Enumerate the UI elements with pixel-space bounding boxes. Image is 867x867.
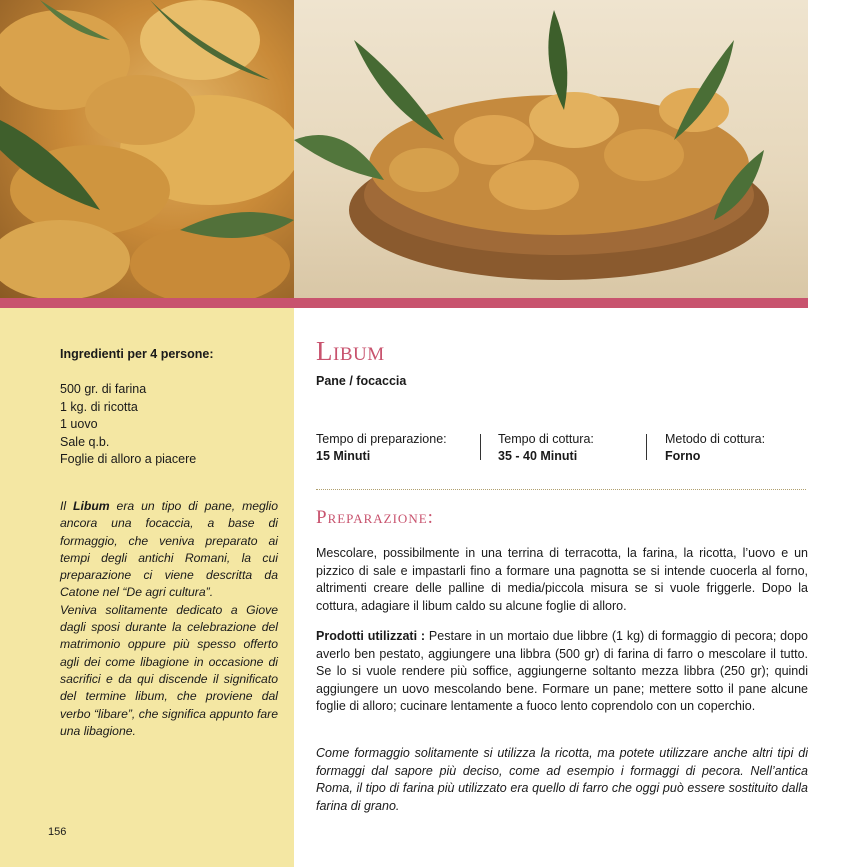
meta-cook-method bbox=[665, 431, 765, 465]
ingredients-title: Ingredienti per 4 persone: bbox=[60, 347, 214, 361]
ingredients-list bbox=[60, 381, 196, 469]
preparation-paragraph-3: Come formaggio solitamente si utilizza la ricotta, ma potete utilizzare anche altri tipi di formaggi dal sapore più deciso, come ad esempio i formaggi di pecora. Nell’antica Roma, il tipo di farina più utilizzato era quello di farro che oggi può essere sostituito dalla farina di grano. bbox=[316, 746, 808, 813]
ingredient-item: 500 gr. di farina bbox=[60, 382, 147, 396]
preparation-title: Preparazione: bbox=[316, 507, 434, 528]
accent-strip bbox=[0, 298, 808, 308]
intro-body: era un tipo di pane, meglio ancora una focaccia, a base di formaggio, che veniva preparato ai tempi degli antichi Romani, la cui preparazione ci viene descritta da Catone nel “De agri cultura”. bbox=[60, 499, 278, 600]
products-text: Pestare in un mortaio due libbre (1 kg) di formaggio di pecora; dopo averlo ben pestato, aggiungere una libbra (500 gr) di farina di farro o mescolare il tutto. Se lo si vuole rendere più soffice, aggiungerne soltanto mezza libbra (250 gr); quindi aggiungere un uovo mescolando bene. Formare un pane; mettere sotto il pane alcune foglie di alloro; cucinare lentamente a fuoco lento coprendolo con un coperchio. bbox=[316, 629, 808, 714]
intro-body-2: Veniva solitamente dedicato a Giove dagli sposi durante la celebrazione del matrimonio oppure più spesso offerto agli dei come libagione in occasione di sacrifici e da qui discende il significato del termine libum, che proviene dal verbo “libare”, che significa appunto fare una libagione. bbox=[60, 602, 278, 738]
ingredient-item: 1 uovo bbox=[60, 417, 98, 431]
preparation-paragraph-2 bbox=[316, 628, 808, 716]
photo-libum-bowl bbox=[294, 0, 808, 298]
photo-illustration bbox=[0, 0, 294, 298]
dotted-divider bbox=[316, 489, 806, 490]
photo-illustration bbox=[294, 0, 808, 298]
intro-pre: Il bbox=[60, 499, 74, 513]
intro-text bbox=[60, 498, 278, 740]
meta-value: Forno bbox=[665, 449, 701, 463]
preparation-paragraph-1: Mescolare, possibilmente in una terrina di terracotta, la farina, la ricotta, l’uovo e un pizzico di sale e impastarli fino a formare una pagnotta se si intende cuocerla al forno, altrimenti creare delle palline di media/piccola misura se si vuole friggerle. Dopo la cottura, adagiare il libum caldo su alcune foglie di alloro. bbox=[316, 546, 808, 613]
products-label: Prodotti utilizzati : bbox=[316, 629, 426, 643]
meta-value: 15 Minuti bbox=[316, 449, 371, 463]
meta-value: 35 - 40 Minuti bbox=[498, 449, 578, 463]
recipe-subtitle: Pane / focaccia bbox=[316, 374, 407, 388]
ingredient-item: Foglie di alloro a piacere bbox=[60, 452, 197, 466]
intro-bold: Libum bbox=[73, 499, 110, 513]
meta-divider bbox=[646, 434, 647, 460]
meta-prep-time bbox=[316, 431, 447, 465]
ingredient-item: Sale q.b. bbox=[60, 434, 110, 449]
meta-label: Tempo di cottura: bbox=[498, 432, 594, 446]
recipe-title: Libum bbox=[316, 336, 385, 366]
meta-divider bbox=[480, 434, 481, 460]
page-number: 156 bbox=[48, 826, 67, 838]
photo-fried-libum-closeup bbox=[0, 0, 294, 298]
meta-label: Tempo di preparazione: bbox=[316, 432, 447, 446]
meta-label: Metodo di cottura: bbox=[665, 432, 766, 446]
page-margin bbox=[808, 0, 867, 867]
ingredient-item: 1 kg. di ricotta bbox=[60, 399, 138, 414]
meta-cook-time bbox=[498, 431, 594, 465]
